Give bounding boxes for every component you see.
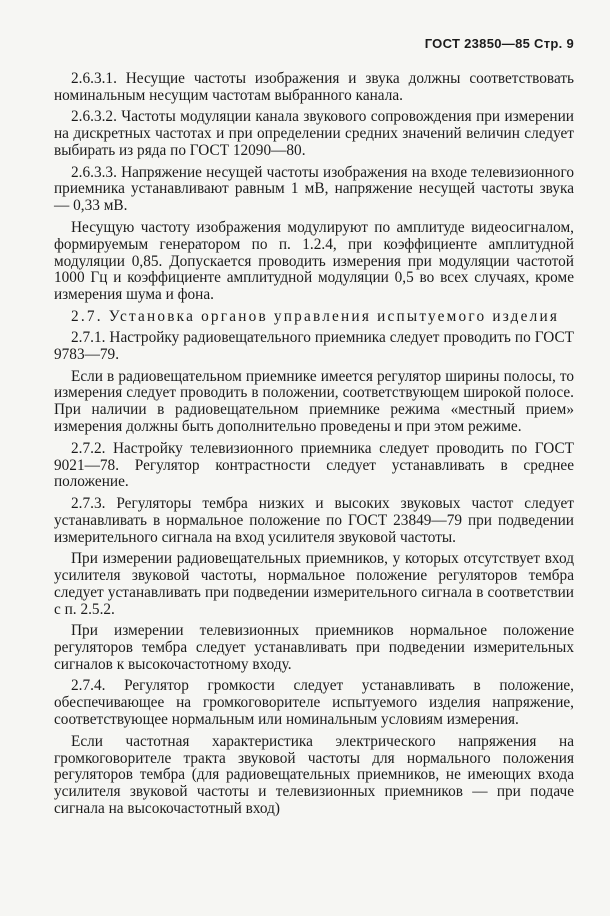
clause-2-7-1: 2.7.1. Настройку радиовещательного приемника следует проводить по ГОСТ 9783—79. — [54, 329, 574, 364]
paragraph-bandwidth: Если в радиовещательном приемнике имеется регулятор ширины полосы, то измерения следует проводить в положении, соответствующем широкой полосе. При наличии в радиовещательном приемнике режима «местный прием» измерения должны быть дополнительно проведены и при этом режиме. — [54, 367, 574, 436]
paragraph-modulation: Несущую частоту изображения модулируют по амплитуде видеосигналом, формируемым генератором по п. 1.2.4, при коэффициенте амплитудной модуляции 0,85. Допускается проводить измерения при модуляции частотой 1000 Гц и коэффициенте амплитудной модуляции 0,5 во всех случаях, кроме измерения шума и фона. — [54, 218, 574, 304]
clause-2-6-3-2: 2.6.3.2. Частоты модуляции канала звукового сопровождения при измерении на дискретных частотах и при определении средних значений величин следует выбирать из ряда по ГОСТ 12090—80. — [54, 108, 574, 160]
body-text — [54, 71, 574, 818]
clause-2-7-2: 2.7.2. Настройку телевизионного приемника следует проводить по ГОСТ 9021—78. Регулятор контрастности следует устанавливать в среднее положение. — [54, 439, 574, 491]
clause-2-7-4: 2.7.4. Регулятор громкости следует устанавливать в положение, обеспечивающее на громкоговорителе испытуемого изделия напряжение, соответствующее нормальным или номинальным условиям измерения. — [54, 677, 574, 729]
clause-2-7-3: 2.7.3. Регуляторы тембра низких и высоких звуковых частот следует устанавливать в нормальное положение по ГОСТ 23849—79 при подведении измерительного сигнала на вход усилителя звуковой частоты. — [54, 494, 574, 546]
running-header: ГОСТ 23850—85 Стр. 9 — [424, 36, 574, 51]
clause-2-6-3-3: 2.6.3.3. Напряжение несущей частоты изображения на входе телевизионного приемника устанавливают равным 1 мВ, напряжение несущей частоты звука — 0,33 мВ. — [54, 163, 574, 215]
paragraph-radio-tone: При измерении радиовещательных приемников, у которых отсутствует вход усилителя звуковой частоты, нормальное положение регуляторов тембра следует устанавливать при подведении измерительного сигнала в соответствии с п. 2.5.2. — [54, 550, 574, 618]
paragraph-tv-tone: При измерении телевизионных приемников нормальное положение регуляторов тембра следует устанавливать при подведении измерительных сигналов к высокочастотному входу. — [54, 622, 574, 673]
paragraph-frequency-response: Если частотная характеристика электрического напряжения на громкоговорителе тракта звуковой частоты для нормального положения регуляторов тембра (для радиовещательных приемников, не имеющих входа усилителя звуковой частоты и телевизионных приемников — при подаче сигнала на высокочастотный вход) — [54, 732, 574, 818]
section-heading-2-7: 2.7. Установка органов управления испытуемого изделия — [71, 307, 560, 325]
clause-2-6-3-1: 2.6.3.1. Несущие частоты изображения и звука должны соответствовать номинальным несущим частотам выбранного канала. — [54, 70, 574, 104]
